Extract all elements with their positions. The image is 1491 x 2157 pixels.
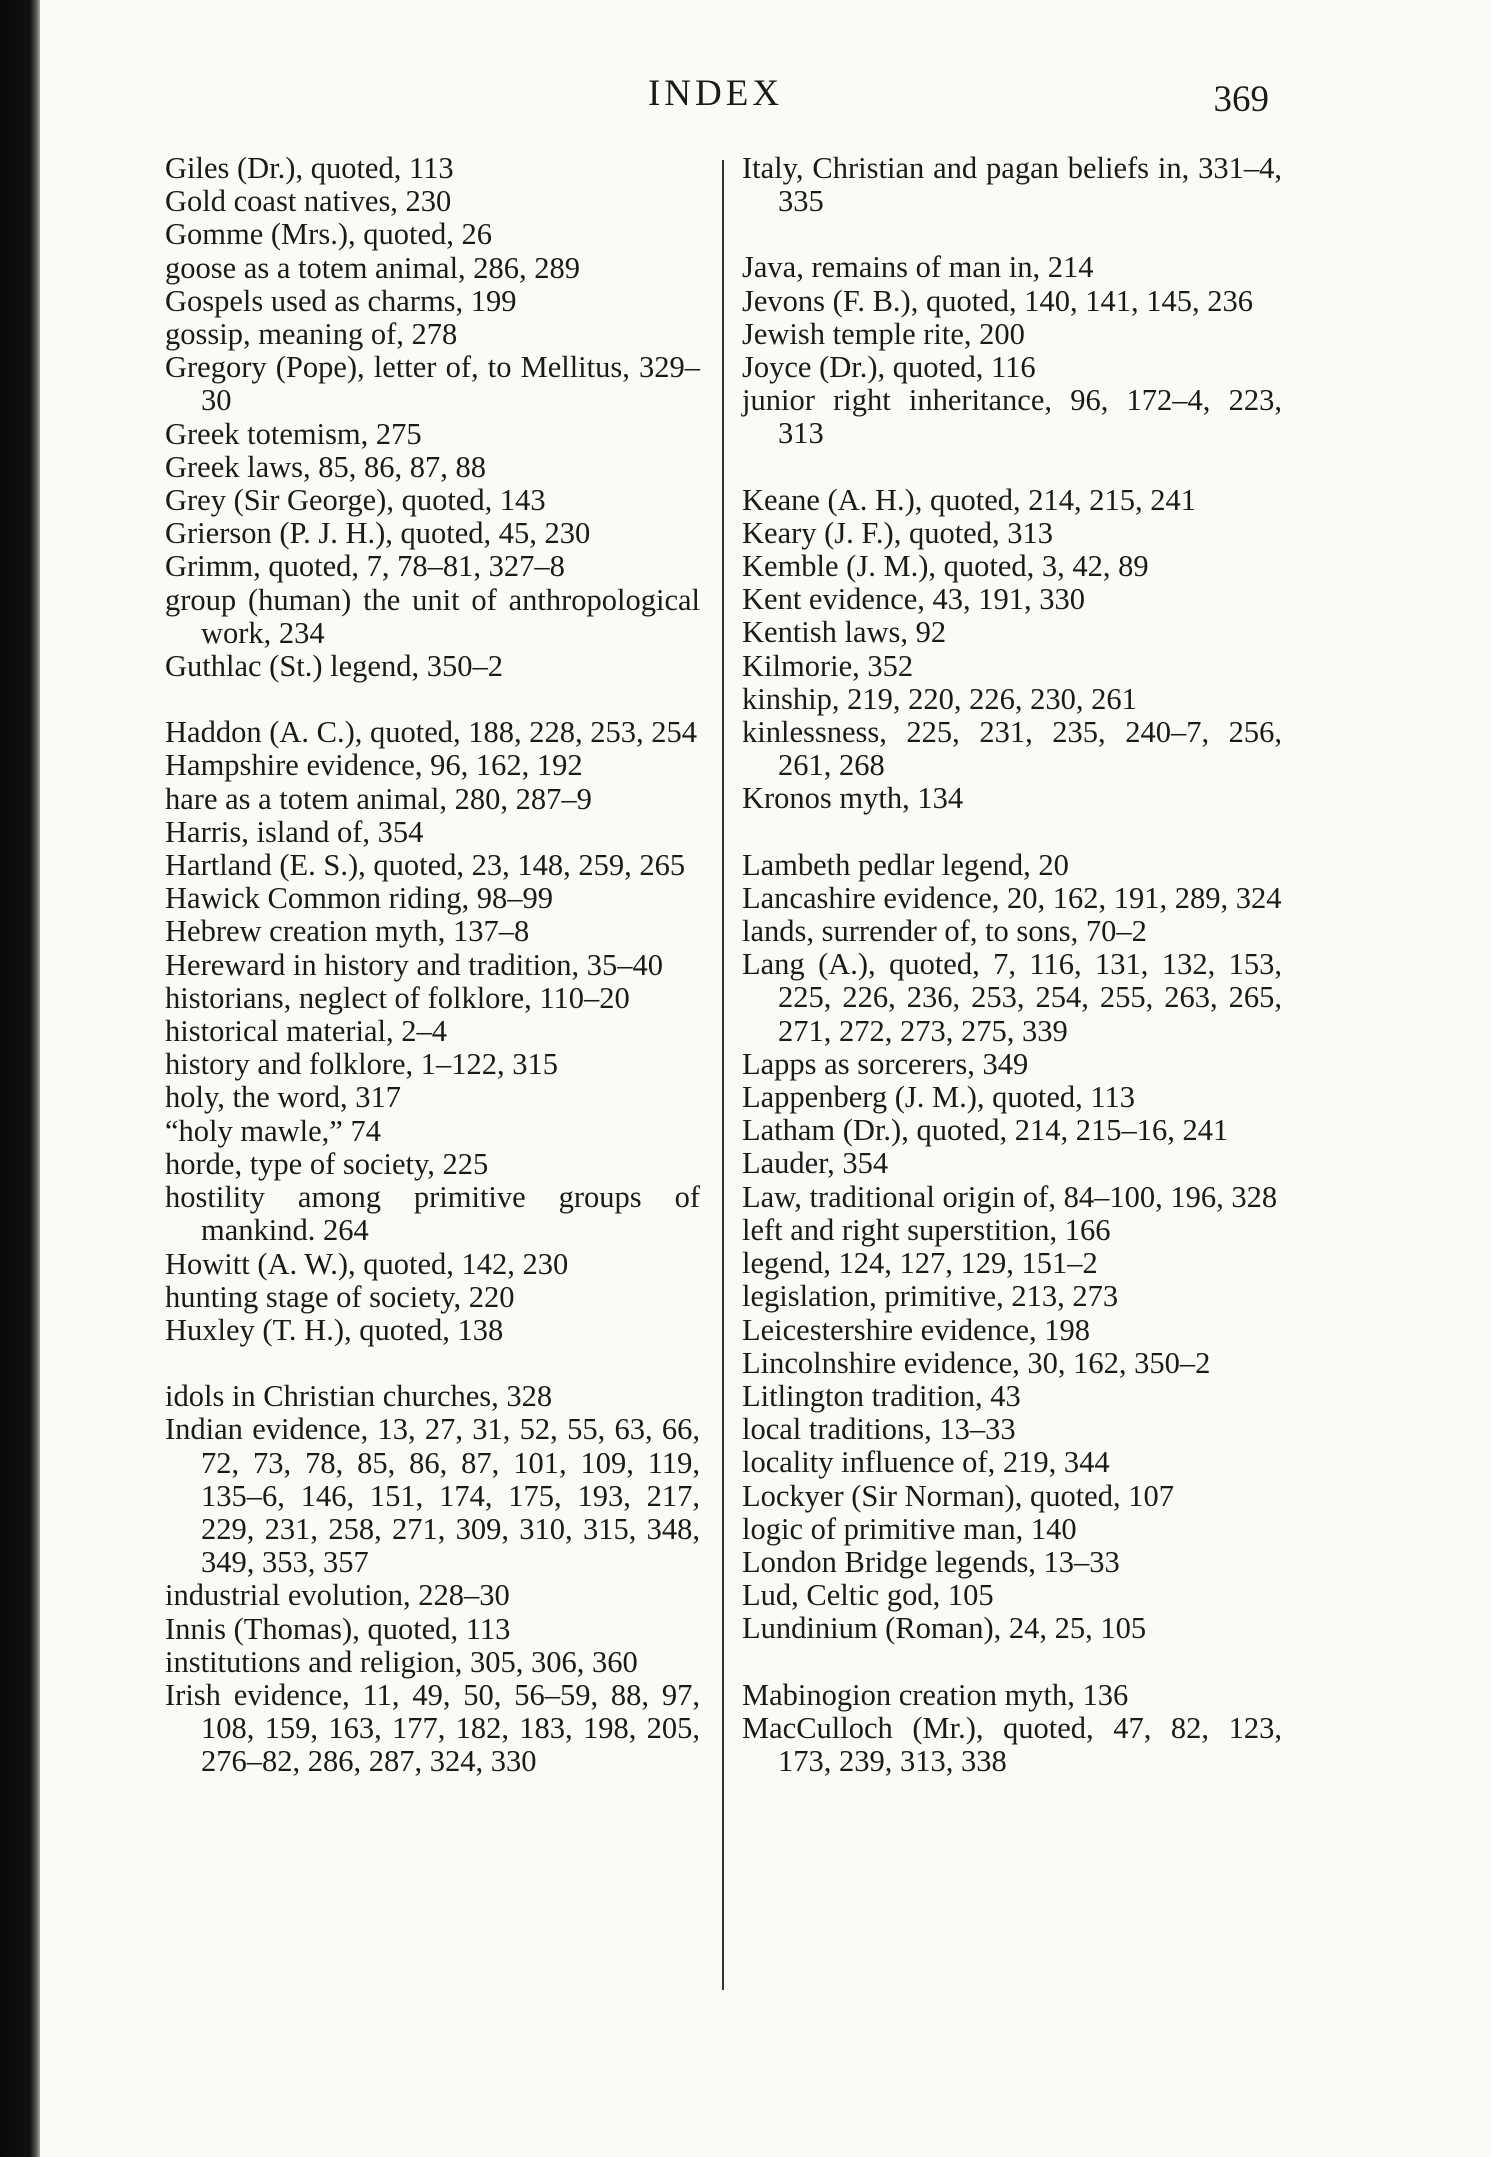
index-entry: Gospels used as charms, 199 (165, 283, 517, 318)
index-entry: holy, the word, 317 (165, 1080, 402, 1115)
page-title: INDEX (647, 73, 784, 114)
page-number: 369 (1213, 79, 1269, 120)
index-entry: Lauder, 354 (742, 1146, 889, 1181)
index-entry: Grey (Sir George), quoted, 143 (165, 483, 546, 518)
index-entry: Mabinogion creation myth, 136 (742, 1677, 1129, 1712)
index-entry: Hampshire evidence, 96, 162, 192 (165, 748, 583, 783)
index-entry: Haddon (A. C.), quoted, 188, 228, 253, 254 (165, 715, 698, 750)
index-entry: horde, type of society, 225 (165, 1146, 489, 1181)
index-entry: Greek totemism, 275 (165, 416, 422, 451)
index-entry: Gold coast natives, 230 (165, 184, 452, 219)
index-entry: Kemble (J. M.), quoted, 3, 42, 89 (742, 549, 1149, 584)
index-entry: Lang (A.), quoted, 7, 116, 131, 132, 153, 225, 226, 236, 253, 254, 255, 263, 265, 271, 272, 273, 275, 339 (742, 947, 1282, 1048)
index-entry: Irish evidence, 11, 49, 50, 56–59, 88, 97, 108, 159, 163, 177, 182, 183, 198, 205, 276–82, 286, 287, 324, 330 (165, 1677, 700, 1779)
index-entry: “holy mawle,” 74 (165, 1113, 381, 1148)
index-entry: Indian evidence, 13, 27, 31, 52, 55, 63, 66, 72, 73, 78, 85, 86, 87, 101, 109, 119, 135–6, 146, 151, 174, 175, 193, 217, 229, 231, 258, 271, 309, 310, 315, 348, 349, 353, 357 (165, 1412, 700, 1580)
index-entry: Jewish temple rite, 200 (742, 316, 1025, 351)
index-entry: Grierson (P. J. H.), quoted, 45, 230 (165, 516, 591, 551)
index-entry: junior right inheritance, 96, 172–4, 223, 313 (742, 383, 1282, 451)
index-entry: goose as a totem animal, 286, 289 (165, 250, 581, 285)
index-entry: historians, neglect of folklore, 110–20 (165, 980, 630, 1015)
index-entry: left and right superstition, 166 (742, 1212, 1111, 1247)
index-entry: kinship, 219, 220, 226, 230, 261 (742, 681, 1137, 716)
index-entry: Lincolnshire evidence, 30, 162, 350–2 (742, 1345, 1211, 1380)
index-entry: Howitt (A. W.), quoted, 142, 230 (165, 1246, 569, 1281)
index-entry: Guthlac (St.) legend, 350–2 (165, 649, 503, 684)
index-entry: group (human) the unit of anthropological work, 234 (165, 582, 700, 650)
index-entry: hunting stage of society, 220 (165, 1279, 515, 1314)
index-entry: Hawick Common riding, 98–99 (165, 881, 553, 916)
index-entry: gossip, meaning of, 278 (165, 317, 458, 352)
index-entry: Keary (J. F.), quoted, 313 (742, 515, 1053, 550)
index-entry: Hereward in history and tradition, 35–40 (165, 947, 664, 982)
index-entry: local traditions, 13–33 (742, 1412, 1016, 1447)
index-entry: institutions and religion, 305, 306, 360 (165, 1644, 638, 1679)
index-entry: Harris, island of, 354 (165, 814, 424, 849)
index-entry: Grimm, quoted, 7, 78–81, 327–8 (165, 549, 565, 584)
index-entry: Litlington tradition, 43 (742, 1378, 1021, 1413)
index-entry: Lapps as sorcerers, 349 (742, 1046, 1029, 1081)
section-gap (742, 218, 1282, 251)
book-spine-shadow (0, 0, 40, 2157)
index-entry: Kronos myth, 134 (742, 781, 964, 816)
index-entry: Lambeth pedlar legend, 20 (742, 847, 1069, 882)
section-gap (742, 451, 1282, 484)
index-entry: history and folklore, 1–122, 315 (165, 1047, 559, 1082)
index-entry: Latham (Dr.), quoted, 214, 215–16, 241 (742, 1113, 1229, 1148)
index-entry: Innis (Thomas), quoted, 113 (165, 1611, 511, 1646)
index-entry: Gregory (Pope), letter of, to Mellitus, 329–30 (165, 350, 700, 418)
index-entry: idols in Christian churches, 328 (165, 1379, 553, 1414)
index-entry: industrial evolution, 228–30 (165, 1578, 510, 1613)
index-entry: London Bridge legends, 13–33 (742, 1544, 1120, 1579)
index-entry: Huxley (T. H.), quoted, 138 (165, 1312, 504, 1347)
index-column-right (742, 152, 1282, 1778)
index-entry: Lancashire evidence, 20, 162, 191, 289, 324 (742, 880, 1282, 915)
index-entry: hostility among primitive groups of mankind. 264 (165, 1180, 700, 1248)
index-column-left (165, 152, 700, 1779)
index-entry: MacCulloch (Mr.), quoted, 47, 82, 123, 173, 239, 313, 338 (742, 1710, 1282, 1778)
index-entry: Lud, Celtic god, 105 (742, 1578, 994, 1613)
index-entry: kinlessness, 225, 231, 235, 240–7, 256, 261, 268 (742, 715, 1282, 783)
index-entry: Gomme (Mrs.), quoted, 26 (165, 217, 492, 252)
section-gap (742, 816, 1282, 849)
index-entry: historical material, 2–4 (165, 1014, 448, 1049)
index-entry: legislation, primitive, 213, 273 (742, 1279, 1119, 1314)
index-entry: Law, traditional origin of, 84–100, 196, 328 (742, 1179, 1278, 1214)
index-entry: Greek laws, 85, 86, 87, 88 (165, 449, 487, 484)
column-divider (722, 160, 724, 1990)
index-entry: Joyce (Dr.), quoted, 116 (742, 350, 1036, 385)
index-entry: Lockyer (Sir Norman), quoted, 107 (742, 1478, 1174, 1513)
index-entry: Kentish laws, 92 (742, 615, 947, 650)
index-entry: Hebrew creation myth, 137–8 (165, 914, 530, 949)
index-entry: Leicestershire evidence, 198 (742, 1312, 1091, 1347)
index-entry: Kent evidence, 43, 191, 330 (742, 582, 1086, 617)
section-gap (165, 1347, 700, 1380)
index-entry: Giles (Dr.), quoted, 113 (165, 151, 454, 185)
index-entry: logic of primitive man, 140 (742, 1511, 1077, 1546)
section-gap (742, 1646, 1282, 1679)
index-entry: Lundinium (Roman), 24, 25, 105 (742, 1611, 1147, 1646)
index-entry: Java, remains of man in, 214 (742, 250, 1094, 285)
index-entry: Lappenberg (J. M.), quoted, 113 (742, 1080, 1136, 1115)
section-gap (165, 683, 700, 716)
index-entry: lands, surrender of, to sons, 70–2 (742, 914, 1147, 949)
index-entry: Italy, Christian and pagan beliefs in, 331–4, 335 (742, 151, 1282, 219)
index-entry: legend, 124, 127, 129, 151–2 (742, 1246, 1098, 1281)
index-entry: locality influence of, 219, 344 (742, 1445, 1110, 1480)
index-entry: hare as a totem animal, 280, 287–9 (165, 781, 592, 816)
index-entry: Jevons (F. B.), quoted, 140, 141, 145, 236 (742, 283, 1253, 318)
index-entry: Keane (A. H.), quoted, 214, 215, 241 (742, 482, 1197, 517)
index-entry: Kilmorie, 352 (742, 648, 914, 683)
index-entry: Hartland (E. S.), quoted, 23, 148, 259, 265 (165, 848, 686, 883)
